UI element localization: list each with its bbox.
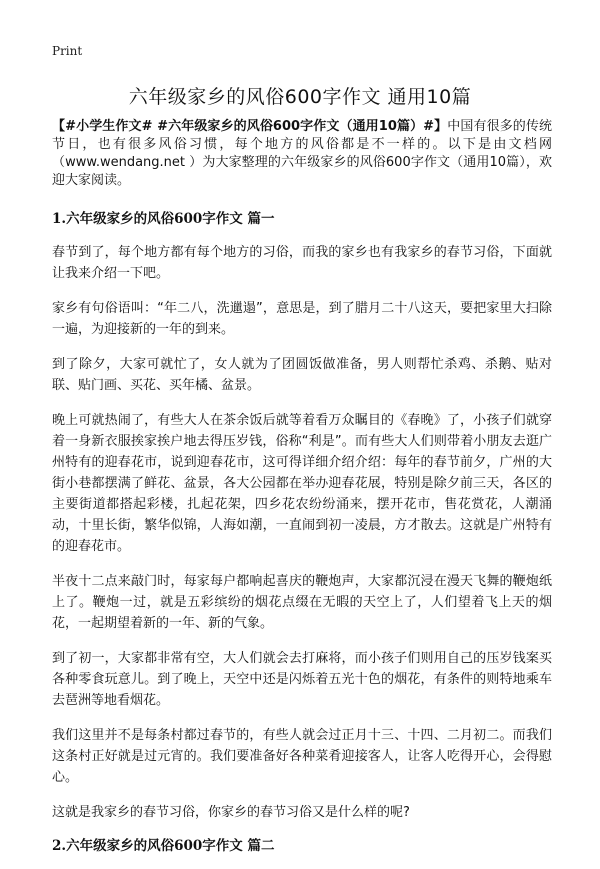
- page-title: 六年级家乡的风俗600字作文 通用10篇: [128, 86, 472, 108]
- intro-paragraph: [52, 118, 552, 190]
- section-heading-2: 2.六年级家乡的风俗600字作文 篇二: [52, 838, 275, 854]
- paragraph: 到了除夕，大家可就忙了，女人就为了团圆饭做准备，男人则帮忙杀鸡、杀鹅、贴对联、贴门画、买花、买年橘、盆景。: [52, 357, 552, 393]
- article-body: [52, 198, 552, 869]
- paragraph: 春节到了，每个地方都有每个地方的习俗，而我的家乡也有我家乡的春节习俗，下面就让我来介绍一下吧。: [52, 245, 552, 281]
- paragraph: 晚上可就热闹了，有些大人在茶余饭后就等着看万众瞩目的《春晚》了，小孩子们就穿着一身新衣服挨家挨户地去得压岁钱，俗称“利是”。而有些大人们则带着小朋友去逛广州特有的迎春花市，说到迎春花市，这可得详细介绍介绍：每年的春节前夕，广州的大街小巷都摆满了鲜花、盆景，各大公园都在举办迎春花展，特别是除夕前三天，各区的主要街道都搭起彩楼，扎起花架，四乡花农纷纷涌来，摆开花市，售花赏花，人潮涌动，十里长街，繁华似锦，人海如潮，一直闹到初一凌晨，方才散去。这就是广州特有的迎春花市。: [52, 413, 552, 554]
- section-heading-1: 1.六年级家乡的风俗600字作文 篇一: [52, 211, 275, 227]
- paragraph: 家乡有句俗语叫：“年二八，洗邋遢”，意思是，到了腊月二十八这天，要把家里大扫除一遍，为迎接新的一年的到来。: [52, 301, 552, 337]
- paragraph: 这就是我家乡的春节习俗，你家乡的春节习俗又是什么样的呢?: [52, 805, 410, 820]
- paragraph: 到了初一，大家都非常有空，大人们就会去打麻将，而小孩子们则用自己的压岁钱案买各种零食玩意儿。到了晚上，天空中还是闪烁着五光十色的烟花，有条件的则特地乘车去琶洲等地看烟花。: [52, 651, 552, 708]
- paragraph: 半夜十二点来敲门时，每家每户都响起喜庆的鞭炮声，大家都沉浸在漫天飞舞的鞭炮纸上了。鞭炮一过，就是五彩缤纷的烟花点缀在无暇的天空上了，人们望着飞上天的烟花，一起期望着新的一年、新的气象。: [52, 574, 552, 631]
- intro-tags: 【#小学生作文# #六年级家乡的风俗600字作文（通用10篇）#】: [52, 119, 448, 134]
- paragraph: 我们这里并不是每条村都过春节的，有些人就会过正月十三、十四、二月初二。而我们这条村正好就是过元宵的。我们要准备好各种菜肴迎接客人，让客人吃得开心，会得慰心。: [52, 728, 552, 785]
- print-link[interactable]: Print: [52, 44, 83, 58]
- intro-text: 中国有很多的传统节日，也有很多风俗习惯，每个地方的风俗都是不一样的。以下是由文档网（www.wendang.net ）为大家整理的六年级家乡的风俗600字作文（通用10篇），欢迎大家阅读。: [52, 119, 552, 188]
